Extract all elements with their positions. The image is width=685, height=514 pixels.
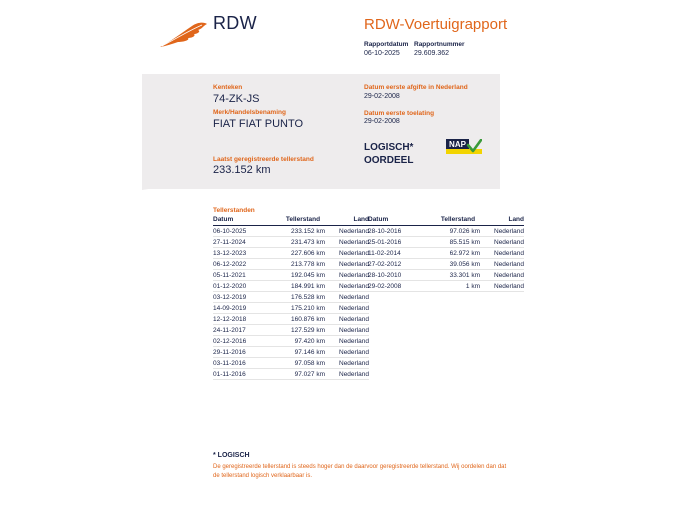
reading-date: 03-12-2019: [213, 292, 267, 303]
reading-odometer: 39.056 km: [422, 259, 494, 270]
table-row: [213, 259, 369, 270]
col-odometer: Tellerstand: [267, 215, 339, 226]
reading-date: 13-12-2023: [213, 248, 267, 259]
table-row: [213, 281, 369, 292]
reading-date: 02-12-2016: [213, 336, 267, 347]
reading-odometer: 97.420 km: [267, 336, 339, 347]
table-row: [213, 303, 369, 314]
reading-odometer: 97.027 km: [267, 369, 339, 380]
reading-date: 29-02-2008: [368, 281, 422, 292]
reading-date: 12-12-2018: [213, 314, 267, 325]
table-header-row: [213, 215, 369, 226]
last-odometer-label: Laatst geregistreerde tellerstand: [213, 156, 314, 163]
reading-date: 06-10-2025: [213, 226, 267, 237]
reading-date: 14-09-2019: [213, 303, 267, 314]
first-nl-label: Datum eerste afgifte in Nederland: [364, 84, 468, 91]
reading-land: Nederland: [494, 282, 524, 290]
reading-land: Nederland: [339, 293, 369, 301]
make-label: Merk/Handelsbenaming: [213, 109, 286, 116]
reading-date: 28-10-2010: [368, 270, 422, 281]
reading-date: 29-11-2016: [213, 347, 267, 358]
reading-land: Nederland: [494, 227, 524, 235]
reading-land: Nederland: [339, 304, 369, 312]
panel-notch: [142, 183, 187, 190]
reading-land: Nederland: [494, 238, 524, 246]
reading-odometer: 1 km: [422, 281, 494, 292]
reading-land: Nederland: [339, 227, 369, 235]
reading-land: Nederland: [339, 326, 369, 334]
last-odometer-value: 233.152 km: [213, 164, 271, 176]
reading-odometer: 231.473 km: [267, 237, 339, 248]
reading-odometer: 85.515 km: [422, 237, 494, 248]
table-row: [368, 237, 524, 248]
reading-odometer: 227.606 km: [267, 248, 339, 259]
plate-label: Kenteken: [213, 84, 243, 91]
reading-land: Nederland: [339, 315, 369, 323]
reading-odometer: 97.146 km: [267, 347, 339, 358]
table-row: [213, 270, 369, 281]
col-land: Land: [339, 215, 369, 226]
reading-odometer: 127.529 km: [267, 325, 339, 336]
reading-odometer: 160.876 km: [267, 314, 339, 325]
table-header-row: [368, 215, 524, 226]
reading-land: Nederland: [339, 359, 369, 367]
table-row: [213, 347, 369, 358]
reading-land: Nederland: [339, 271, 369, 279]
readings-table-left: [213, 215, 369, 380]
reading-date: 27-02-2012: [368, 259, 422, 270]
verdict-badge: [364, 141, 413, 167]
table-row: [213, 248, 369, 259]
reading-date: 24-11-2017: [213, 325, 267, 336]
first-admission-label: Datum eerste toelating: [364, 110, 435, 117]
reading-odometer: 97.026 km: [422, 226, 494, 237]
nap-text: NAP: [449, 140, 466, 149]
table-row: [213, 325, 369, 336]
reading-land: Nederland: [339, 238, 369, 246]
readings-table-right: [368, 215, 524, 292]
verdict-line-2: OORDEEL: [364, 155, 414, 166]
table-row: [368, 248, 524, 259]
table-row: [368, 281, 524, 292]
reading-odometer: 176.528 km: [267, 292, 339, 303]
reading-land: Nederland: [494, 260, 524, 268]
first-admission-value: 29-02-2008: [364, 118, 400, 125]
reading-date: 28-10-2016: [368, 226, 422, 237]
reading-land: Nederland: [494, 249, 524, 257]
footnote-title: * LOGISCH: [213, 452, 250, 459]
reading-date: 06-12-2022: [213, 259, 267, 270]
reading-odometer: 213.778 km: [267, 259, 339, 270]
reading-land: Nederland: [339, 260, 369, 268]
reading-land: Nederland: [339, 337, 369, 345]
reading-date: 27-11-2024: [213, 237, 267, 248]
table-row: [213, 237, 369, 248]
table-row: [213, 336, 369, 347]
plate-value: 74-ZK-JS: [213, 93, 260, 105]
report-title: RDW-Voertuigrapport: [364, 16, 508, 33]
reading-odometer: 233.152 km: [267, 226, 339, 237]
col-date: Datum: [213, 215, 267, 226]
reading-date: 01-11-2016: [213, 369, 267, 380]
reading-odometer: 184.991 km: [267, 281, 339, 292]
report-date-label: Rapportdatum: [364, 41, 409, 48]
table-row: [368, 270, 524, 281]
table-row: [213, 292, 369, 303]
nap-check-icon: [446, 139, 482, 155]
vehicle-summary-panel: [142, 74, 500, 189]
reading-date: 05-11-2021: [213, 270, 267, 281]
footnote-text: De geregistreerde tellerstand is steeds hoger dan de daarvoor geregistreerde tellerstand. Wij oordelen dan dat de tellerstand logisch verklaarbaar is.: [213, 464, 507, 479]
reading-date: 03-11-2016: [213, 358, 267, 369]
table-row: [213, 369, 369, 380]
table-row: [213, 226, 369, 237]
reading-odometer: 192.045 km: [267, 270, 339, 281]
make-value: FIAT FIAT PUNTO: [213, 118, 304, 130]
reading-date: 25-01-2016: [368, 237, 422, 248]
rdw-logo-icon: [158, 20, 208, 50]
col-date: Datum: [368, 215, 422, 226]
reading-date: 11-02-2014: [368, 248, 422, 259]
reading-land: Nederland: [339, 282, 369, 290]
reading-land: Nederland: [339, 348, 369, 356]
verdict-line-1: LOGISCH*: [364, 142, 414, 153]
report-date: 06-10-2025: [364, 50, 400, 57]
reading-odometer: 62.972 km: [422, 248, 494, 259]
report-number: 29.609.362: [414, 50, 450, 57]
brand-name: RDW: [213, 13, 257, 33]
reading-land: Nederland: [339, 370, 369, 378]
reading-odometer: 33.301 km: [422, 270, 494, 281]
col-land: Land: [494, 215, 524, 226]
reading-land: Nederland: [494, 271, 524, 279]
table-row: [368, 226, 524, 237]
reading-odometer: 97.058 km: [267, 358, 339, 369]
reading-land: Nederland: [339, 249, 369, 257]
report-number-label: Rapportnummer: [414, 41, 465, 48]
table-row: [368, 259, 524, 270]
reading-odometer: 175.210 km: [267, 303, 339, 314]
reading-date: 01-12-2020: [213, 281, 267, 292]
table-row: [213, 314, 369, 325]
col-odometer: Tellerstand: [422, 215, 494, 226]
table-row: [213, 358, 369, 369]
readings-title: Tellerstanden: [213, 207, 255, 214]
first-nl-value: 29-02-2008: [364, 93, 400, 100]
